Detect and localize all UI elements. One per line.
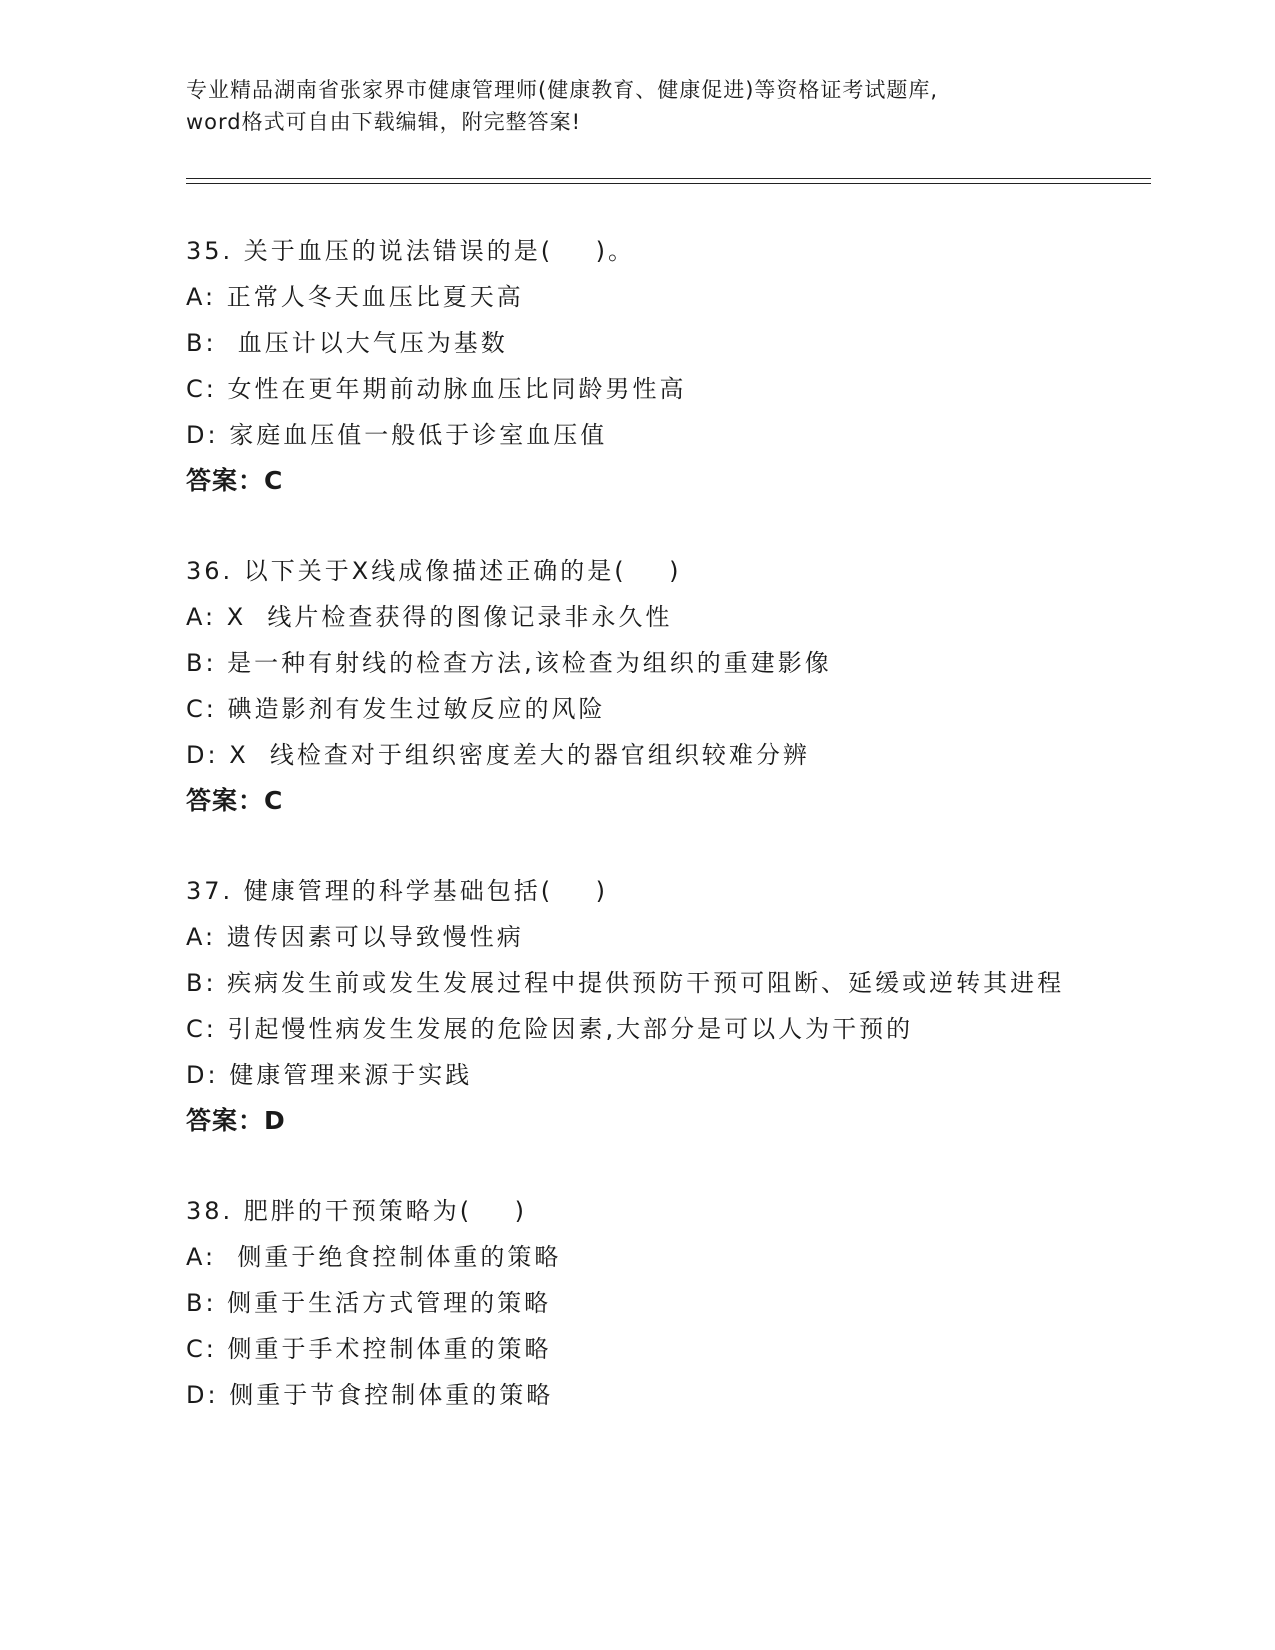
header-divider <box>186 178 1151 184</box>
question-stem: 36. 以下关于X线成像描述正确的是( ) <box>186 557 682 585</box>
answer: 答案：D <box>186 1106 286 1135</box>
option-c: C: 女性在更年期前动脉血压比同龄男性高 <box>186 375 687 403</box>
answer: 答案：C <box>186 466 284 495</box>
option-c: C: 侧重于手术控制体重的策略 <box>186 1335 552 1363</box>
answer: 答案：C <box>186 786 284 815</box>
question-list <box>186 228 1106 1462</box>
question-stem: 38. 肥胖的干预策略为( ) <box>186 1197 528 1225</box>
option-b: B: 是一种有射线的检查方法,该检查为组织的重建影像 <box>186 649 832 677</box>
option-b: B: 侧重于生活方式管理的策略 <box>186 1289 552 1317</box>
option-a: A: X 线片检查获得的图像记录非永久性 <box>186 603 673 631</box>
option-b: B: 血压计以大气压为基数 <box>186 329 508 357</box>
question-38 <box>186 1188 1106 1418</box>
option-d: D: X 线检查对于组织密度差大的器官组织较难分辨 <box>186 741 810 769</box>
document-header <box>186 74 1086 138</box>
option-a: A: 侧重于绝食控制体重的策略 <box>186 1243 562 1271</box>
question-37 <box>186 868 1106 1144</box>
option-d: D: 健康管理来源于实践 <box>186 1061 473 1089</box>
option-a: A: 正常人冬天血压比夏天高 <box>186 283 524 311</box>
question-36 <box>186 548 1106 824</box>
option-d: D: 家庭血压值一般低于诊室血压值 <box>186 421 608 449</box>
option-a: A: 遗传因素可以导致慢性病 <box>186 923 524 951</box>
header-line-2: word格式可自由下载编辑，附完整答案! <box>186 110 582 134</box>
option-d: D: 侧重于节食控制体重的策略 <box>186 1381 554 1409</box>
option-c: C: 碘造影剂有发生过敏反应的风险 <box>186 695 606 723</box>
header-line-1: 专业精品湖南省张家界市健康管理师(健康教育、健康促进)等资格证考试题库, <box>186 78 939 102</box>
option-b: B: 疾病发生前或发生发展过程中提供预防干预可阻断、延缓或逆转其进程 <box>186 969 1065 997</box>
question-stem: 35. 关于血压的说法错误的是( )。 <box>186 237 636 265</box>
question-35 <box>186 228 1106 504</box>
question-stem: 37. 健康管理的科学基础包括( ) <box>186 877 609 905</box>
option-c: C: 引起慢性病发生发展的危险因素,大部分是可以人为干预的 <box>186 1015 914 1043</box>
